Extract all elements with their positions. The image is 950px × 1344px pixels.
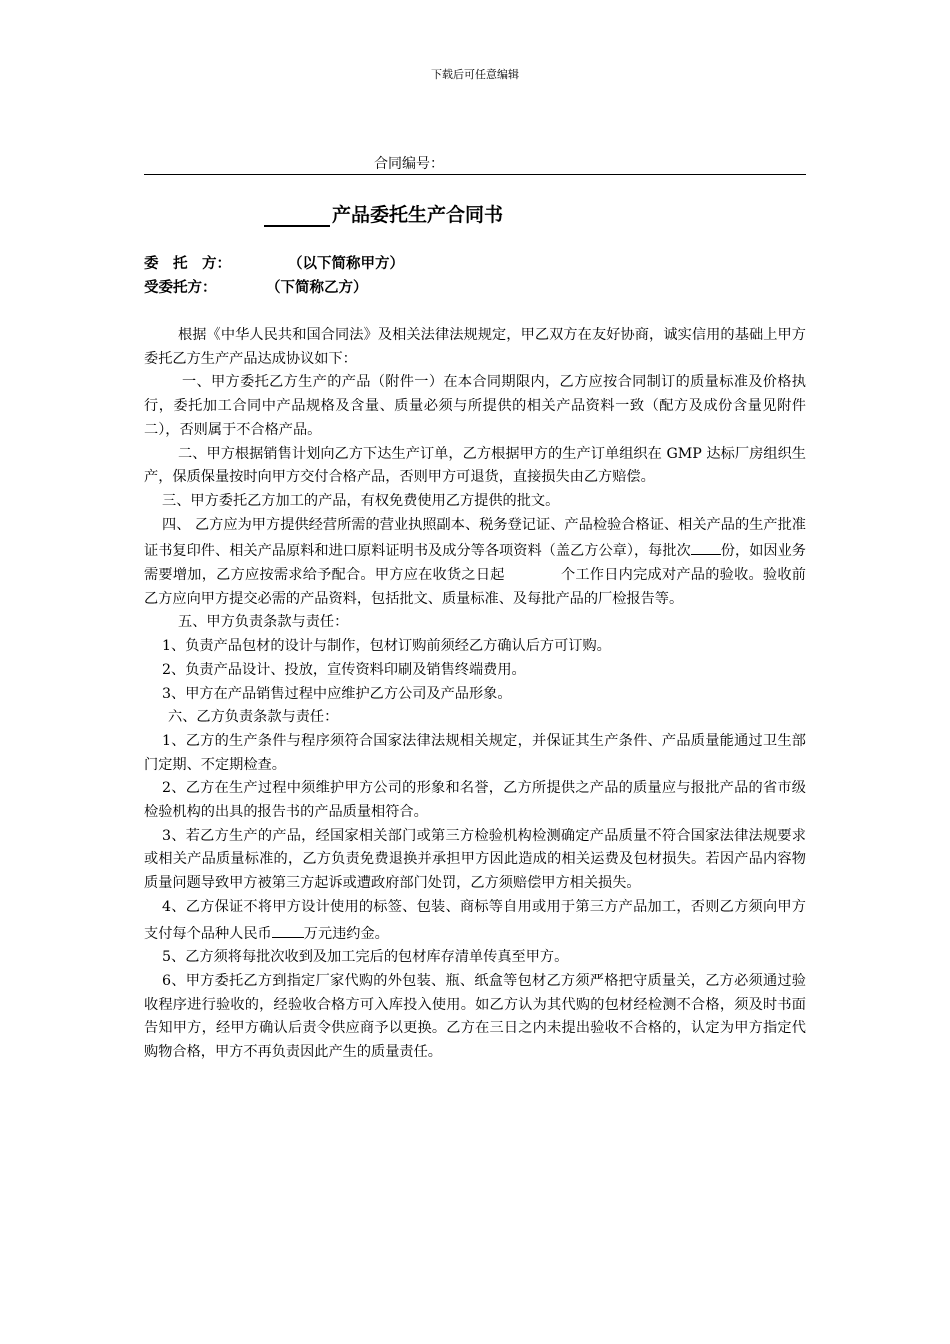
header-divider <box>144 174 806 175</box>
clause-5-item-3: 3、甲方在产品销售过程中应维护乙方公司及产品形象。 <box>162 685 512 702</box>
clause-6-item-4-part-1: 4、乙方保证不将甲方设计使用的标签、包装、商标等自用或用于第三方产品加工，否则乙方须向甲方支付每个品种人民币 <box>144 898 806 942</box>
clause-6-item-4-part-2: 万元违约金。 <box>303 925 389 942</box>
clause-6-item-3: 3、若乙方生产的产品，经国家相关部门或第三方检验机构检测确定产品质量不符合国家法律法规要求或相关产品质量标准的，乙方负责免费退换并承担甲方因此造成的相关运费及包材损失。若因产品内容物质量问题导致甲方被第三方起诉或遭政府部门处罚，乙方须赔偿甲方相关损失。 <box>144 827 806 892</box>
paragraph-clause-4 <box>144 514 806 612</box>
clause-5-item-2: 2、负责产品设计、投放，宣传资料印刷及销售终端费用。 <box>162 661 526 678</box>
title-blank <box>264 205 330 227</box>
client-note: （以下简称甲方） <box>288 256 404 272</box>
contractor-note: （下简称乙方） <box>266 280 368 296</box>
penalty-amount-blank <box>272 920 304 938</box>
header-note: 下载后可任意编辑 <box>431 68 519 81</box>
clause-6-item-5: 5、乙方须将每批次收到及加工完后的包材库存清单传真至甲方。 <box>162 949 569 966</box>
clause-6-item-2: 2、乙方在生产过程中须维护甲方公司的形象和名誉，乙方所提供之产品的质量应与报批产品的省市级检验机构的出具的报告书的产品质量相符合。 <box>144 780 806 821</box>
paragraph-clause-2: 二、甲方根据销售计划向乙方下达生产订单，乙方根据甲方的生产订单组织在 GMP 达标厂房组织生产，保质保量按时向甲方交付合格产品，否则甲方可退货，直接损失由乙方赔偿。 <box>144 445 806 486</box>
contractor-label: 受委托方： <box>144 280 217 296</box>
client-label: 委 托 方： <box>144 256 231 272</box>
paragraph-clause-6: 六、乙方负责条款与责任： <box>168 709 339 726</box>
clause-4-part-1: 四、 乙方应为甲方提供经营所需的营业执照副本、税务登记证、产品检验合格证、相关产品的生产批准证书复印件、相关产品原料和进口原料证明书及成分等各项资料（盖乙方公章），每批次 <box>144 516 806 560</box>
clause-6-item-1: 1、乙方的生产条件与程序须符合国家法律法规相关规定，并保证其生产条件、产品质量能通过卫生部门定期、不定期检查。 <box>144 732 806 773</box>
clause-6-item-4 <box>144 896 806 946</box>
clause-5-item-1: 1、负责产品包材的设计与制作，包材订购前须经乙方确认后方可订购。 <box>162 638 611 655</box>
paragraph-clause-3: 三、甲方委托乙方加工的产品，有权免费使用乙方提供的批文。 <box>162 492 560 509</box>
copies-blank <box>691 537 721 555</box>
clause-6-item-6: 6、甲方委托乙方到指定厂家代购的外包装、瓶、纸盒等包材乙方须严格把守质量关，乙方必须通过验收程序进行验收的，经验收合格方可入库投入使用。如乙方认为其代购的包材经检测不合格，须及时书面告知甲方，经甲方确认后责令供应商予以更换。乙方在三日之内未提出验收不合格的，认定为甲方指定代购物合格，甲方不再负责因此产生的质量责任。 <box>144 972 806 1061</box>
clause-4-part-3: 个工作日内完成对产品的验收。验收前乙方应向甲方提交必需的产品资料，包括批文、质量标准、及每批产品的厂检报告等。 <box>144 567 806 607</box>
clause-4-part-2: 份，如因业务需要增加，乙方应按需求给予配合。甲方应在收货之日起 <box>144 543 806 584</box>
paragraph-clause-5: 五、甲方负责条款与责任： <box>178 614 349 631</box>
title-text: 产品委托生产合同书 <box>332 204 504 226</box>
contractor-party-line <box>144 276 368 297</box>
paragraph-intro: 根据《中华人民共和国合同法》及相关法律法规规定，甲乙双方在友好协商，诚实信用的基础上甲方委托乙方生产产品达成协议如下： <box>144 327 806 367</box>
client-party-line <box>144 252 404 273</box>
paragraph-clause-1: 一、甲方委托乙方生产的产品（附件一）在本合同期限内，乙方应按合同制订的质量标准及价格执行，委托加工合同中产品规格及含量、质量必须与所提供的相关产品资料一致（配方及成份含量见附件二），否则属于不合格产品。 <box>144 374 806 438</box>
contract-body <box>144 324 806 1065</box>
contract-number-label: 合同编号： <box>374 156 444 172</box>
document-title <box>264 200 503 227</box>
